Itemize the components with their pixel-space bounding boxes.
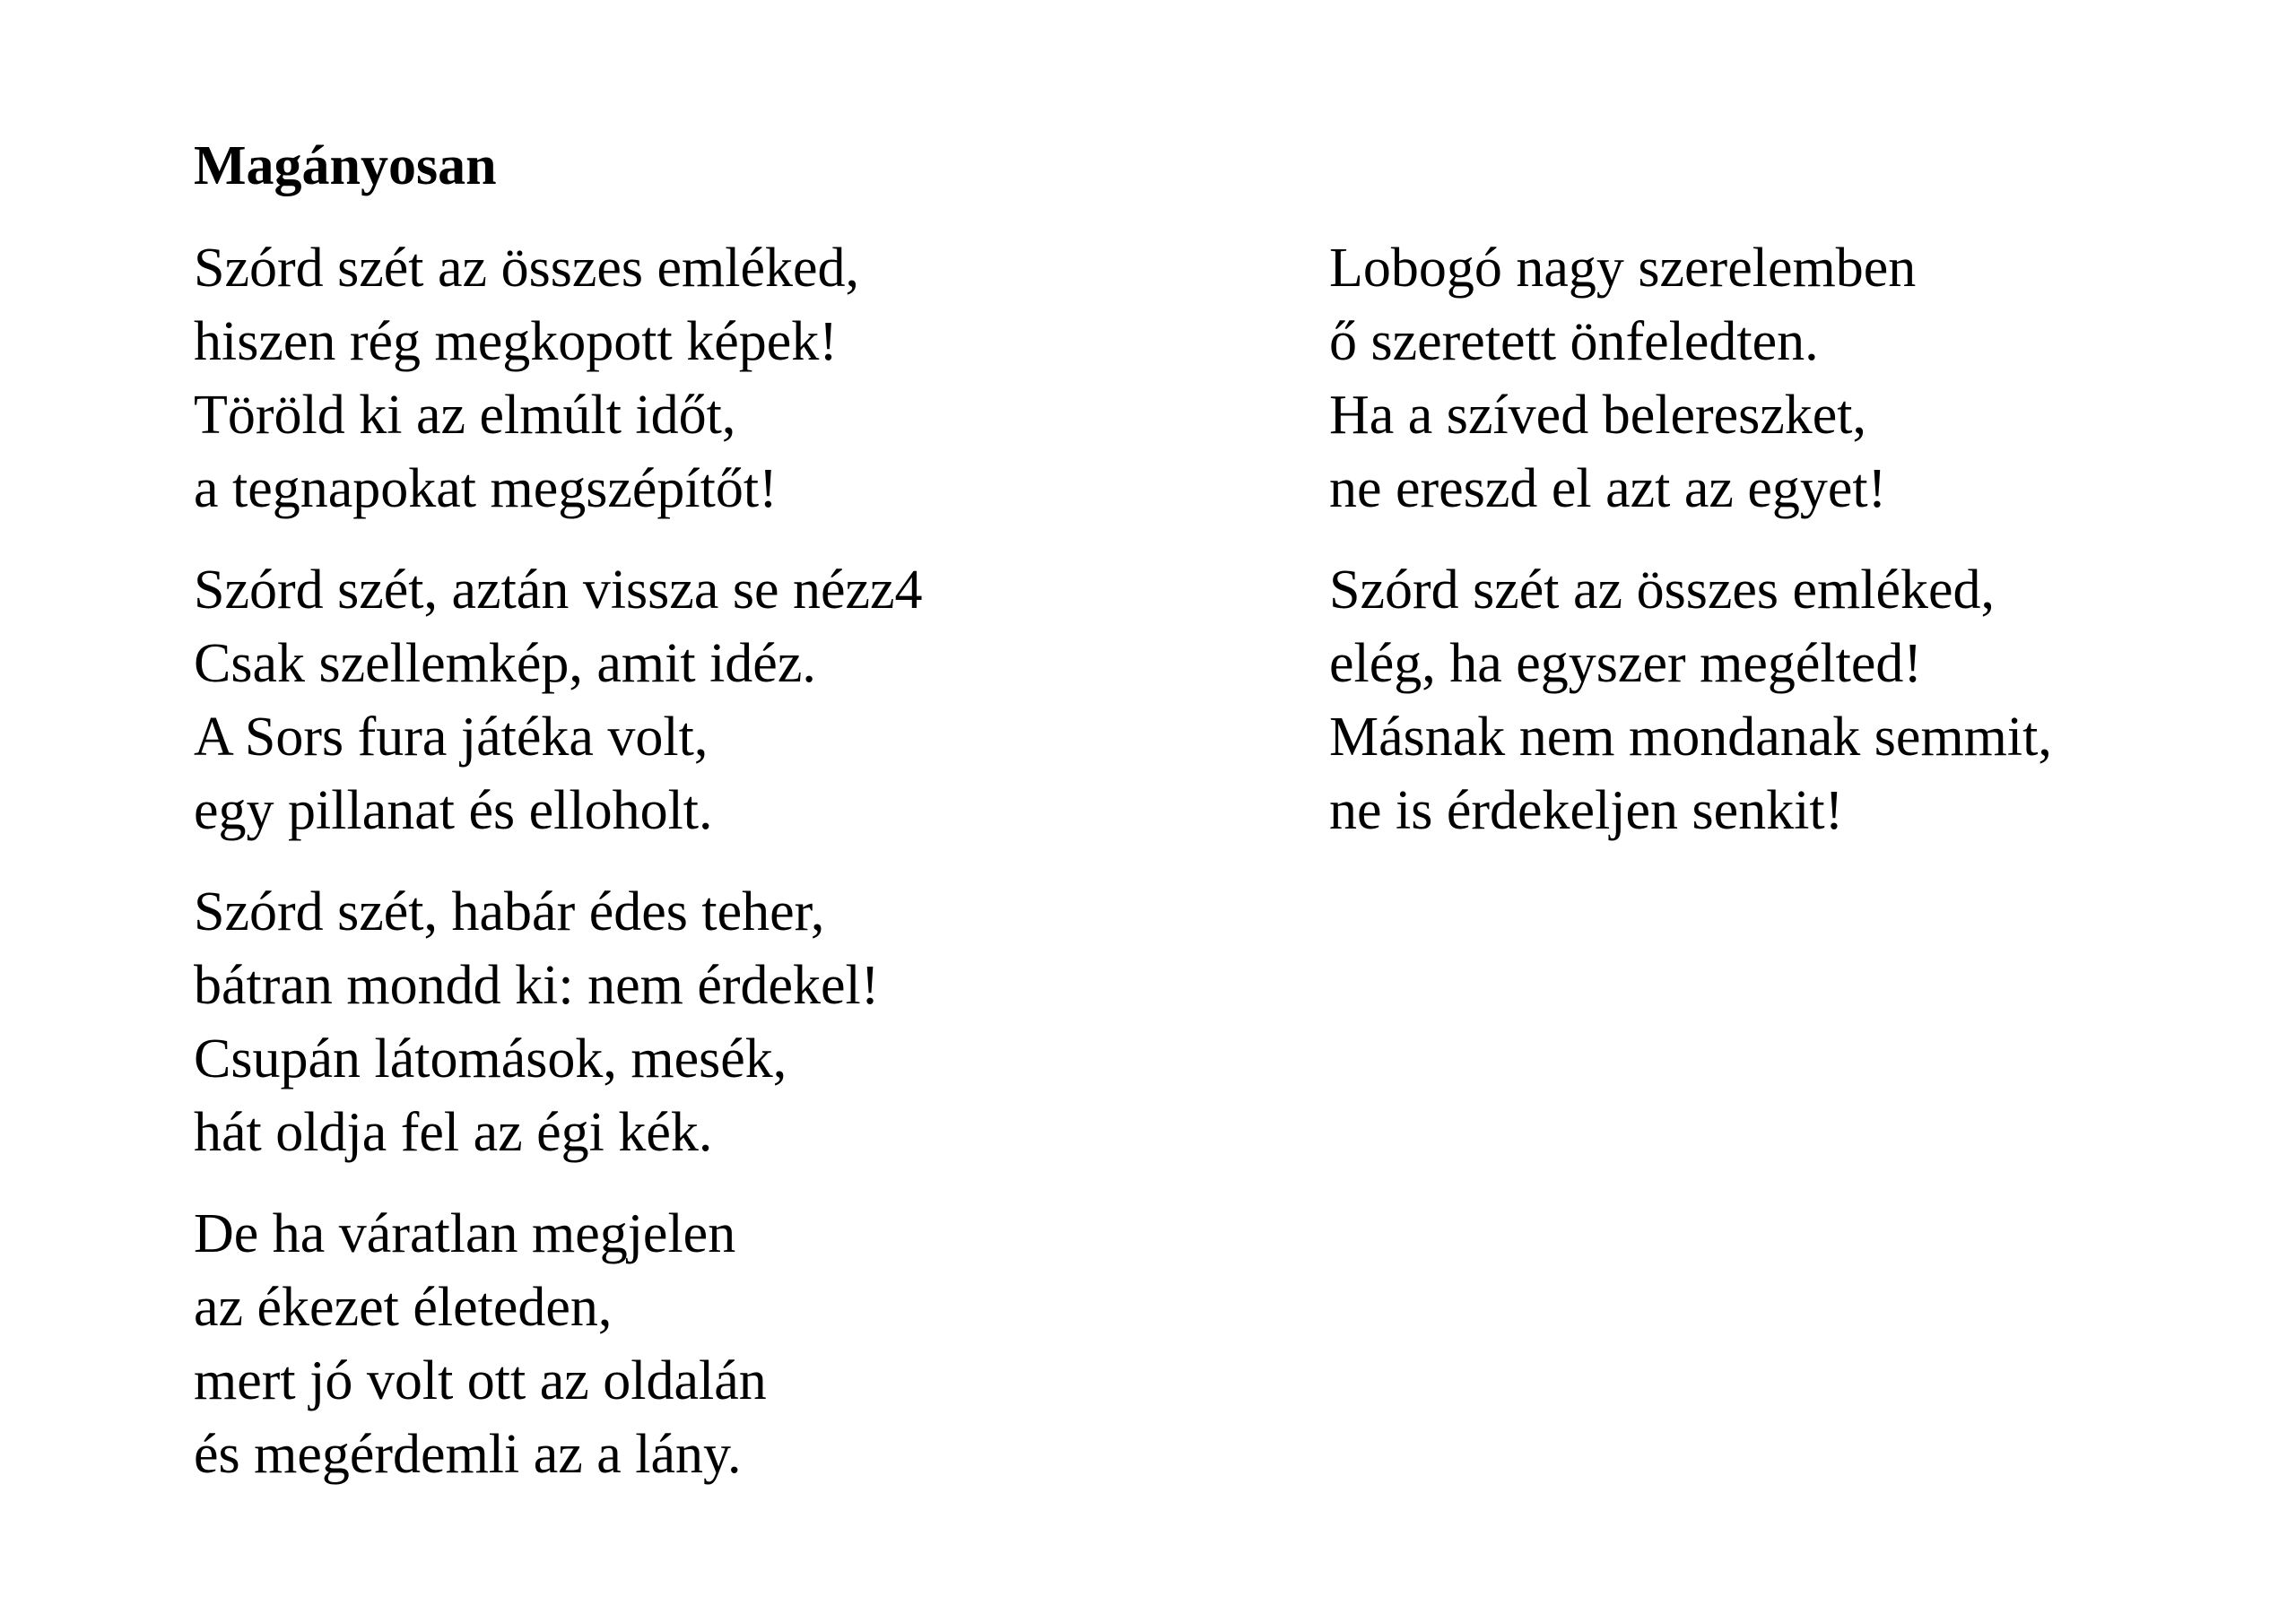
- poem-title: Magányosan: [194, 135, 497, 196]
- poem-line: Szórd szét az összes emléked,: [1329, 560, 1996, 621]
- poem-line: ne is érdekeljen senkit!: [1329, 780, 1844, 841]
- poem-line: Szórd szét, aztán vissza se nézz4: [194, 560, 923, 621]
- poem-line: mert jó volt ott az oldalán: [194, 1350, 767, 1411]
- poem-line: Lobogó nagy szerelemben: [1329, 238, 1917, 299]
- poem-line: hát oldja fel az égi kék.: [194, 1102, 713, 1163]
- stanza-6: [1329, 553, 2271, 847]
- stanza-3: [194, 875, 1135, 1169]
- poem-line: Másnak nem mondanak semmit,: [1329, 707, 2052, 768]
- stanza-1: [194, 231, 1135, 525]
- poem-line: Szórd szét, habár édes teher,: [194, 881, 825, 942]
- stanza-4: [194, 1197, 1135, 1491]
- poem-line: Csak szellemkép, amit idéz.: [194, 633, 816, 694]
- left-column: [194, 231, 1135, 1519]
- poem-line: Ha a szíved belereszket,: [1329, 385, 1867, 446]
- stanza-5: [1329, 231, 2271, 525]
- poem-line: és megérdemli az a lány.: [194, 1424, 742, 1485]
- poem-line: ne ereszd el azt az egyet!: [1329, 458, 1887, 519]
- poem-line: az ékezet életeden,: [194, 1277, 613, 1338]
- poem-line: bátran mondd ki: nem érdekel!: [194, 955, 880, 1016]
- poem-line: Töröld ki az elmúlt időt,: [194, 385, 736, 446]
- stanza-2: [194, 553, 1135, 847]
- poem-line: Csupán látomások, mesék,: [194, 1028, 787, 1089]
- poem-line: elég, ha egyszer megélted!: [1329, 633, 1922, 694]
- poem-line: a tegnapokat megszépítőt!: [194, 458, 778, 519]
- poem-line: hiszen rég megkopott képek!: [194, 311, 838, 372]
- right-column: [1329, 231, 2271, 875]
- poem-line: ő szeretett önfeledten.: [1329, 311, 1819, 372]
- poem-line: A Sors fura játéka volt,: [194, 707, 709, 768]
- poem-line: De ha váratlan megjelen: [194, 1203, 736, 1264]
- poem-line: Szórd szét az összes emléked,: [194, 238, 860, 299]
- poem-line: egy pillanat és elloholt.: [194, 780, 713, 841]
